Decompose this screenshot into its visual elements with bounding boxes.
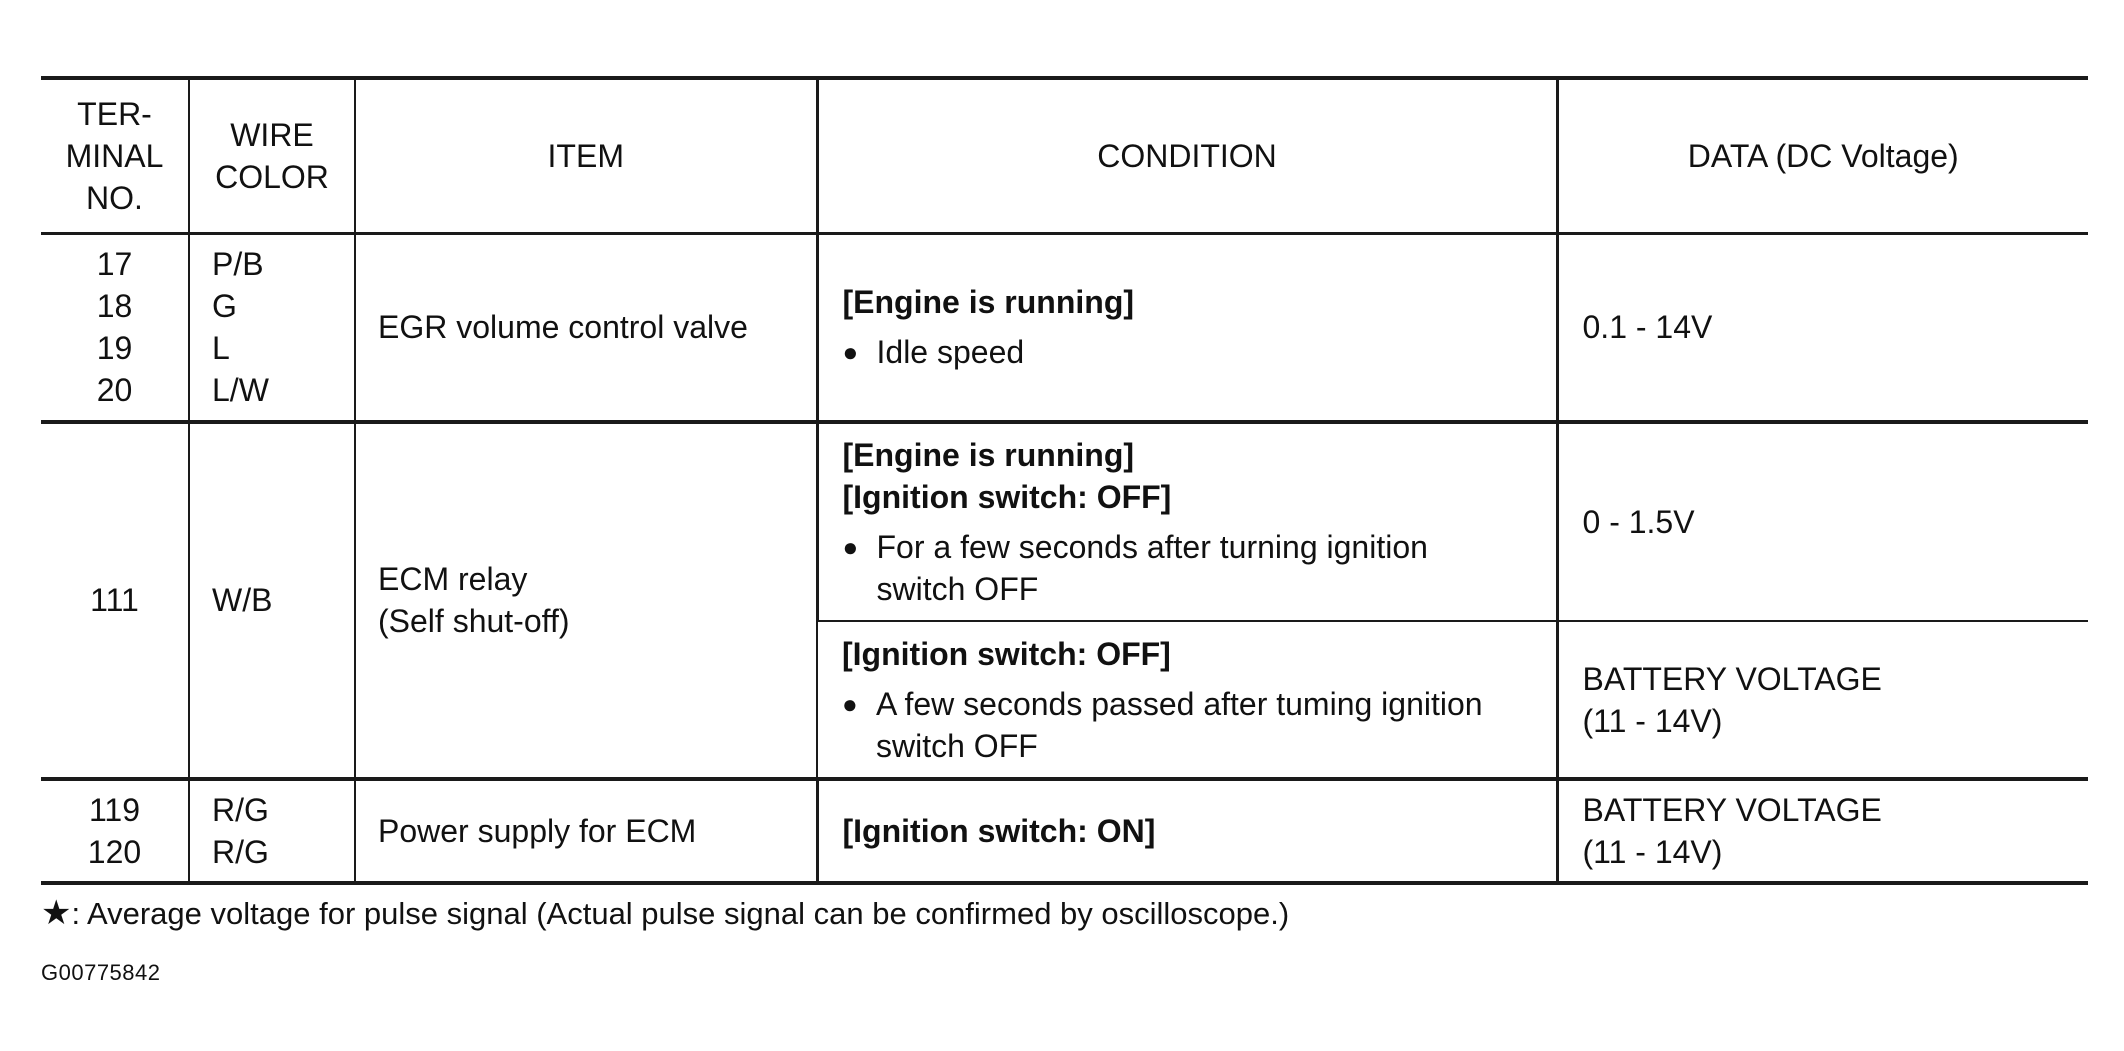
terminal-cell: 17 18 19 20 bbox=[41, 234, 189, 422]
condition-cell: [Engine is running] ● Idle speed bbox=[817, 234, 1557, 422]
table-row bbox=[41, 779, 2088, 883]
table-row bbox=[41, 422, 2088, 622]
footnote bbox=[41, 893, 1289, 933]
header-item: ITEM bbox=[355, 78, 817, 234]
wire-color-cell: P/B G L L/W bbox=[189, 234, 355, 422]
header-wire-color: WIRE COLOR bbox=[189, 78, 355, 234]
wire-color-cell: R/G R/G bbox=[189, 779, 355, 883]
header-condition: CONDITION bbox=[817, 78, 1557, 234]
item-cell: EGR volume control valve bbox=[355, 234, 817, 422]
data-cell: 0 - 1.5V bbox=[1557, 422, 2088, 622]
item-cell: Power supply for ECM bbox=[355, 779, 817, 883]
wire-color-cell: W/B bbox=[189, 422, 355, 780]
footnote-text: : Average voltage for pulse signal (Actual pulse signal can be confirmed by oscilloscope.) bbox=[71, 896, 1290, 931]
terminal-data-table-container bbox=[41, 76, 2088, 885]
star-icon: ★ bbox=[41, 894, 72, 932]
bullet-dot-icon: ● bbox=[842, 337, 859, 368]
data-cell: BATTERY VOLTAGE (11 - 14V) bbox=[1557, 779, 2088, 883]
terminal-cell: 119 120 bbox=[41, 779, 189, 883]
bullet-dot-icon: ● bbox=[842, 688, 858, 719]
condition-bullet: ● For a few seconds after turning ignition switch OFF bbox=[843, 526, 1532, 610]
figure-code: G00775842 bbox=[41, 960, 161, 985]
data-cell: 0.1 - 14V bbox=[1557, 234, 2088, 422]
condition-cell: [Ignition switch: ON] bbox=[817, 779, 1557, 883]
condition-bullet: ● A few seconds passed after tuming ignition switch OFF bbox=[842, 683, 1532, 767]
condition-cell: [Ignition switch: OFF] ● A few seconds passed after tuming ignition switch OFF bbox=[817, 621, 1557, 779]
item-cell: ECM relay (Self shut-off) bbox=[355, 422, 817, 780]
condition-bullet: ● Idle speed bbox=[843, 331, 1532, 373]
data-cell: BATTERY VOLTAGE (11 - 14V) bbox=[1557, 621, 2088, 779]
table-row bbox=[41, 234, 2088, 422]
ecm-terminal-data-table bbox=[41, 76, 2088, 885]
header-data: DATA (DC Voltage) bbox=[1557, 78, 2088, 234]
header-terminal-no: TER- MINAL NO. bbox=[41, 78, 189, 234]
terminal-cell: 111 bbox=[41, 422, 189, 780]
header-row bbox=[41, 78, 2088, 234]
condition-cell: [Engine is running] [Ignition switch: OFF] ● For a few seconds after turning ignition switch OFF bbox=[817, 422, 1557, 622]
bullet-dot-icon: ● bbox=[842, 531, 859, 562]
